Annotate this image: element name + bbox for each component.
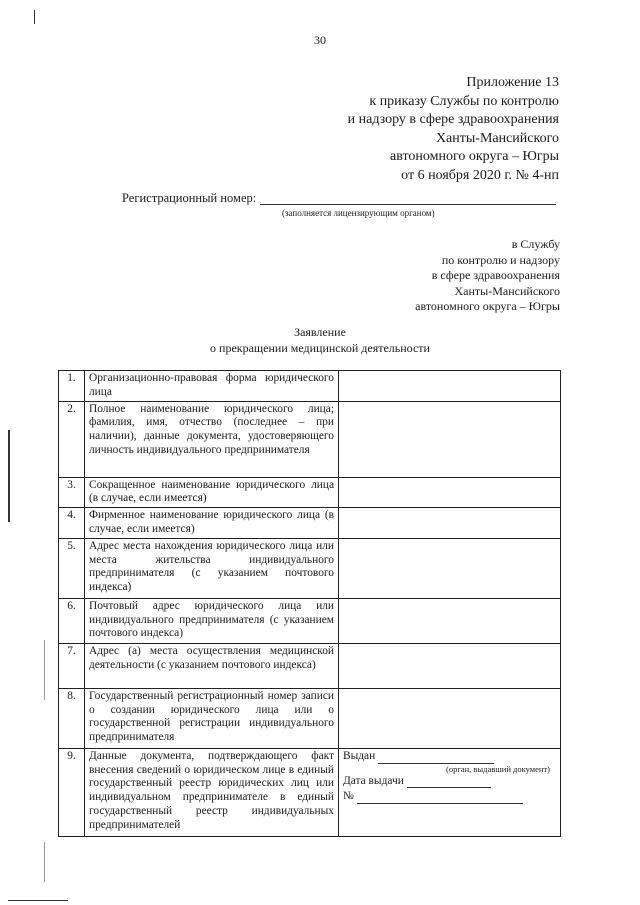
- appendix-line: к приказу Службы по контролю: [369, 93, 559, 109]
- appendix-line: Приложение 13: [466, 75, 559, 90]
- table-row: [59, 688, 561, 748]
- row-label: Сокращенное наименование юридического лица (в случае, если имеется): [85, 477, 339, 508]
- row-number: 3.: [59, 477, 85, 508]
- document-number-field: [343, 790, 556, 804]
- appendix-block: [348, 74, 559, 185]
- addressee-line: Ханты-Мансийского: [454, 283, 560, 298]
- issue-date-label: Дата выдачи: [343, 774, 404, 787]
- addressee-line: в Службу: [511, 237, 560, 251]
- row-label: Организационно-правовая форма юридического лица: [85, 371, 339, 402]
- application-table: [58, 370, 561, 837]
- document-title: Заявление: [294, 325, 346, 339]
- appendix-line: Ханты-Мансийского: [435, 130, 559, 146]
- row-number: 9.: [59, 748, 85, 836]
- table-row: [59, 371, 561, 402]
- row-label: Полное наименование юридического лица; фамилия, имя, отчество (последнее – при наличии), данные документа, удостоверяющего личность индивидуального предпринимателя: [85, 401, 339, 477]
- scan-margin-mark: [8, 900, 68, 901]
- registration-hint: (заполняется лицензирующим органом): [282, 208, 435, 218]
- scan-margin-mark: [8, 430, 10, 522]
- document-number-label: №: [343, 790, 354, 803]
- row-9-value-cell: [339, 748, 561, 836]
- row-number: 1.: [59, 371, 85, 402]
- table-row: [59, 508, 561, 539]
- row-value-cell[interactable]: [339, 538, 561, 598]
- table-row: [59, 748, 561, 836]
- row-value-cell[interactable]: [339, 508, 561, 539]
- addressee-line: в сфере здравоохранения: [431, 268, 560, 282]
- row-value-cell[interactable]: [339, 643, 561, 688]
- table-row: [59, 538, 561, 598]
- scan-margin-mark: [44, 640, 45, 700]
- row-number: 6.: [59, 598, 85, 643]
- table-row: [59, 598, 561, 643]
- appendix-line: и надзору в сфере здравоохранения: [347, 112, 559, 127]
- issued-hint: (орган, выдавший документ): [446, 763, 550, 774]
- row-number: 7.: [59, 643, 85, 688]
- issued-label: Выдан: [343, 749, 376, 762]
- issued-input-line[interactable]: [378, 753, 494, 764]
- appendix-line: автономного округа – Югры: [390, 149, 559, 164]
- addressee-line: автономного округа – Югры: [415, 299, 560, 313]
- addressee-block: [415, 237, 560, 315]
- document-number-input-line[interactable]: [357, 793, 523, 804]
- registration-number: [122, 191, 562, 218]
- row-label: Фирменное наименование юридического лица (в случае, если имеется): [85, 508, 339, 539]
- row-number: 8.: [59, 688, 85, 748]
- registration-input-line[interactable]: [260, 204, 556, 205]
- row-label: Адрес (а) места осуществления медицинской деятельности (с указанием почтового индекса): [85, 643, 339, 688]
- row-value-cell[interactable]: [339, 598, 561, 643]
- scan-margin-mark: [34, 10, 35, 24]
- row-label: Данные документа, подтверждающего факт внесения сведений о юридическом лице в единый государственный реестр юридических лиц или индивидуальном предпринимателе в единый государственный реестр индивидуальных предпринимателей: [85, 748, 339, 836]
- table-row: [59, 643, 561, 688]
- issued-field: [343, 750, 556, 764]
- row-number: 2.: [59, 401, 85, 477]
- table-row: [59, 401, 561, 477]
- addressee-line: по контролю и надзору: [441, 252, 560, 267]
- appendix-line: от 6 ноября 2020 г. № 4-нп: [401, 167, 559, 183]
- document-heading: [0, 324, 640, 356]
- registration-label: Регистрационный номер:: [122, 191, 257, 205]
- row-value-cell[interactable]: [339, 401, 561, 477]
- row-number: 5.: [59, 538, 85, 598]
- scan-margin-mark: [44, 842, 45, 882]
- page-number: 30: [314, 33, 326, 47]
- issue-date-input-line[interactable]: [407, 777, 491, 788]
- issue-date-field: [343, 775, 556, 789]
- row-value-cell[interactable]: [339, 688, 561, 748]
- row-label: Почтовый адрес юридического лица или индивидуального предпринимателя (с указанием почтового индекса): [85, 598, 339, 643]
- document-subtitle: о прекращении медицинской деятельности: [210, 341, 430, 355]
- row-value-cell[interactable]: [339, 477, 561, 508]
- row-value-cell[interactable]: [339, 371, 561, 402]
- row-label: Адрес места нахождения юридического лица или места жительства индивидуального предпринимателя (с указанием почтового индекса): [85, 538, 339, 598]
- row-label: Государственный регистрационный номер записи о создании юридического лица или о государственной регистрации индивидуального предпринимателя: [85, 688, 339, 748]
- table-row: [59, 477, 561, 508]
- row-number: 4.: [59, 508, 85, 539]
